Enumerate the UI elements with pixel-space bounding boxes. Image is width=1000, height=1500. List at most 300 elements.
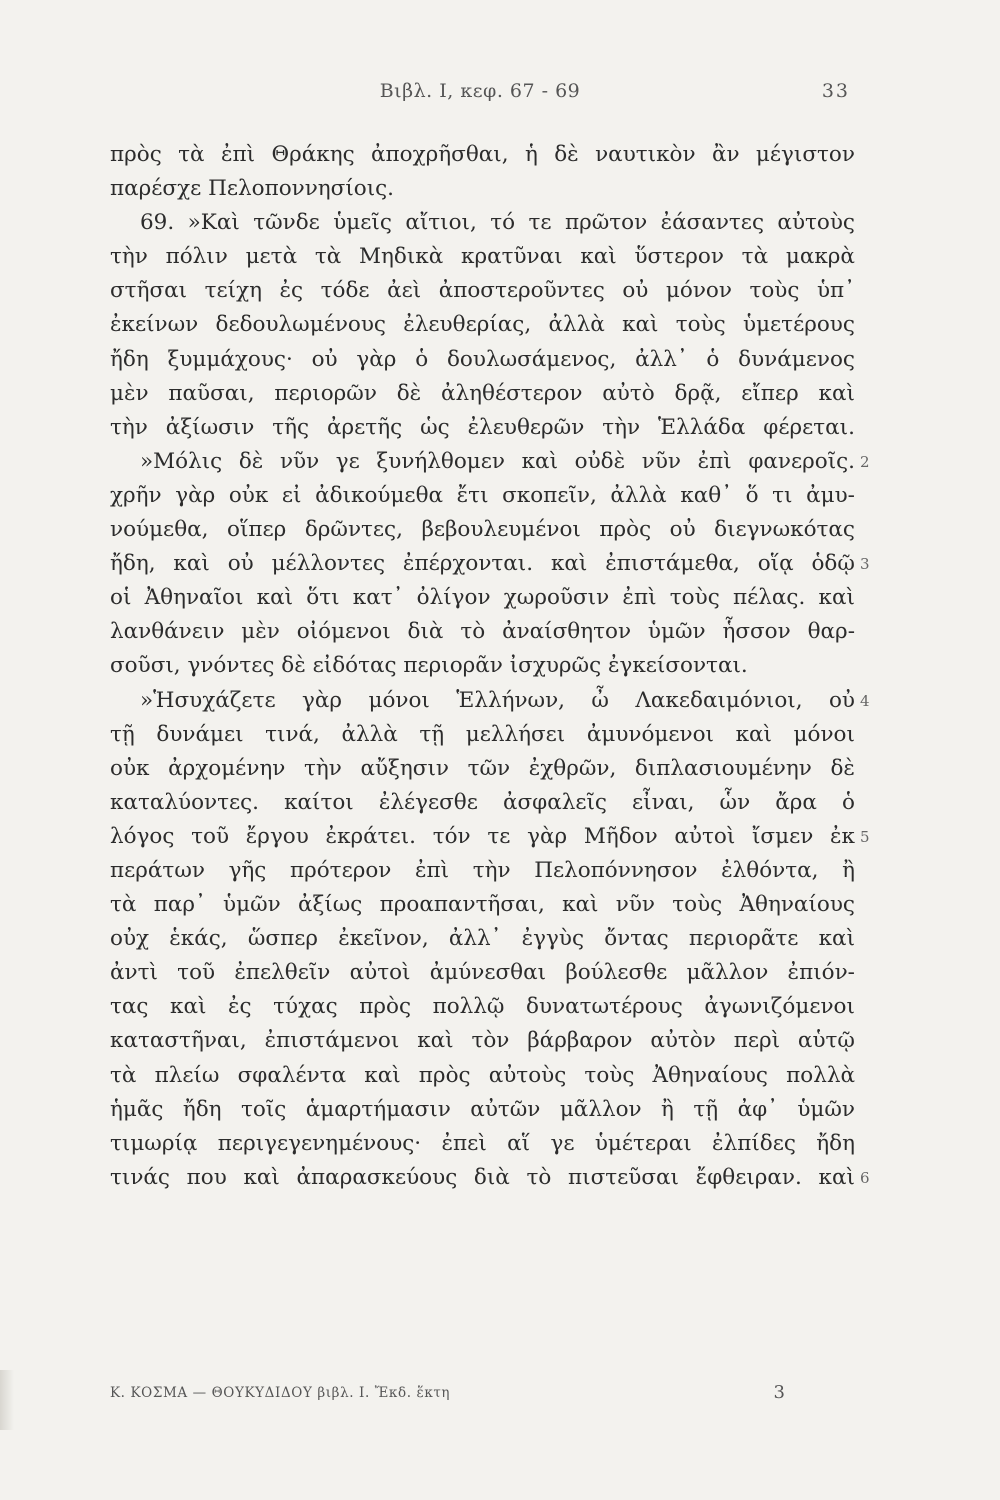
text-line [110,377,855,411]
word: ἤδη [182,1096,222,1122]
word: καὶ [818,585,855,611]
word: τινάς [110,1164,170,1190]
word: τὰ [110,892,137,918]
word: αὐτοὶ [674,823,736,849]
word: ἀναίσθητον [502,619,632,645]
word: ἤδη [110,346,149,372]
word: ἂν [711,142,740,167]
text-line [110,513,855,547]
word: καὶ [173,551,210,577]
word: εἰ [281,482,302,508]
word: οὐ [227,551,254,577]
word: δυνάμενος [738,346,855,372]
section-number: 4 [860,691,870,710]
text-line [110,172,855,206]
text-line [110,1093,855,1127]
word: ἁμαρτήμασιν [305,1096,451,1122]
word: καὶ [818,926,855,952]
word: τὸ [526,1164,552,1190]
word: ὀλίγον [416,585,491,611]
word: οὐ [311,346,338,372]
word: καὶ [521,448,558,474]
word: ὁ [842,789,855,815]
word: ἔργου [245,823,309,849]
word: μακρὰ [785,244,855,270]
word: περιορᾶτε [688,926,799,952]
word: ἐχθρῶν, [528,755,617,781]
word: ὑμῶν [223,892,281,918]
word: τοὺς [669,585,720,611]
word: αὐτοὺς [488,1062,567,1088]
word: καὶ [735,721,772,747]
page-footer [110,1382,855,1415]
word: ὑμετέρους [743,312,855,338]
word: δουλωσάμενος, [446,346,617,372]
text-line [110,240,855,274]
word: οἵᾳ [757,551,794,577]
word: μᾶλλον [686,960,769,986]
word: οἵπερ [227,517,287,543]
word: ἀποστεροῦντες [438,278,605,304]
word: οἰόμενοι [296,619,391,645]
word: μᾶλλον [559,1096,642,1122]
word: ἀξίως [297,892,363,918]
word: ἐγγὺς [521,926,584,952]
word: ἄρα [775,789,817,815]
word: περιγεγενημένους· [217,1130,422,1156]
word: τοὺς [584,1062,635,1088]
word: τῶνδε [253,210,320,236]
word: γε [335,448,360,474]
text-line [110,308,855,342]
word: που [186,1164,227,1190]
word: χρῆν [110,482,162,508]
word: οὐ [828,687,855,713]
word: καὶ [562,892,599,918]
word: προαπαντῆσαι, [379,892,545,918]
word: Ἑλλάδα [658,414,746,440]
word: οὐκ [110,755,150,781]
word: τὰ [178,142,205,167]
word: ἐπιστάμεθα, [605,551,740,577]
word: νῦν [615,892,655,918]
word: ὄντας [604,926,669,952]
word: ἀμυ- [806,482,855,508]
word: οὐκ [228,482,269,508]
word: κατ᾽ [352,585,404,611]
word: δυνάμει [156,721,244,747]
section-number: 5 [860,827,870,846]
word: πρὸς [418,1062,471,1088]
word: ὕστερον [634,244,724,270]
word: ἀφ᾽ [737,1096,778,1122]
word: ἀγωνιζόμενοι [704,994,855,1020]
word: ἐλευθερῶν [467,414,585,440]
text-line [110,752,855,786]
main-text [110,138,870,1195]
word: αὐτῶν [470,1096,541,1122]
word: εἴπερ [741,380,799,406]
word: διεγνωκότας [714,517,855,543]
word: τὴν [303,755,342,781]
word: αἴτιοι, [405,210,477,236]
word: »Ἡσυχάζετε [140,687,276,713]
word: ἀεὶ [387,278,422,304]
word: περάτων [110,857,205,883]
word: ἐπὶ [697,448,732,474]
word: καθ᾽ [680,482,732,508]
word: ἡμᾶς [110,1096,164,1122]
text-line [110,138,855,172]
line-text: σοῦσι, γνόντες δὲ εἰδότας περιορᾶν ἰσχυρῶς ἐγκείσονται. [110,653,748,679]
word: ἐς [227,994,252,1020]
word: εἶναι, [632,789,695,815]
word: τὸ [460,619,486,645]
word: ἀρετῆς [327,414,403,440]
word: περιορῶν [274,380,377,406]
word: ἐπὶ [415,857,450,883]
word: πρὸς [110,142,162,167]
text-line [110,479,855,513]
word: ἀμύνεσθαι [429,960,547,986]
word: τῆς [272,414,310,440]
word: γὰρ [175,482,216,508]
word: τὸν [471,1028,510,1054]
word: γε [550,1130,575,1156]
word: ἀλλὰ [610,482,667,508]
word: τὰ [314,244,342,270]
word: τόδε [320,278,370,304]
word: Λακεδαιμόνιοι, [635,687,803,713]
word: τὰ [741,244,769,270]
word: νῦν [279,448,320,474]
text-line [110,274,855,308]
text-line [110,445,870,479]
word: ὑπ᾽ [816,278,855,304]
word: ἀποχρῆσθαι, [371,142,509,167]
word: παρ᾽ [153,892,206,918]
word: ἐκείνων [110,312,199,338]
text-line [110,990,855,1024]
word: »Μόλις [140,448,223,474]
word: ἐπὶ [622,585,657,611]
word: καὶ [170,994,207,1020]
word: δρῶντες, [304,517,403,543]
word: ἀληθέστερον [440,380,583,406]
word: ὧν [719,789,751,815]
word: διὰ [407,619,444,645]
text-line [110,854,855,888]
word: τῶν [467,755,511,781]
word: αἵ [507,1130,531,1156]
word: Ἀθηναίους [652,1062,768,1088]
word: οὐ [622,278,649,304]
word: καταλύοντες. [110,789,259,815]
word: βεβουλευμένοι [421,517,581,543]
word: τὴν [110,414,148,440]
word: ἔφθειραν. [695,1164,802,1190]
word: ἐπὶ [220,142,256,167]
word: οὐ [669,517,696,543]
word: ἐάσαντες [660,210,764,236]
word: φέρεται. [763,414,855,440]
word: αὐτὸν [650,1028,716,1054]
word: τόν [432,823,471,849]
word: ἀλλ᾽ [448,926,502,952]
line-text: παρέσχε Πελοποννησίοις. [110,176,395,202]
section-number: 6 [860,1168,870,1187]
word: ἐκ [830,823,855,849]
signature-number: 3 [773,1382,785,1403]
word: νῦν [641,448,681,474]
text-line [110,956,855,990]
word: μετὰ [245,244,298,270]
word: ἐλέγεσθε [378,789,478,815]
word: δεδουλωμένους [215,312,386,338]
word: καὶ [417,1028,454,1054]
running-head: Βιβλ. I, κεφ. 67 - 69 [379,80,581,102]
word: ὥσπερ [247,926,318,952]
word: μέλλοντες [271,551,386,577]
text-line [110,1024,855,1058]
word: τοῦ [191,823,230,849]
word: ἀπαρασκεύους [296,1164,458,1190]
word: πλείω [154,1062,220,1088]
word: λανθάνειν [110,619,225,645]
word: δὲ [830,755,855,781]
word: ἐπελθεῖν [234,960,331,986]
word: αὑτῷ [797,1028,855,1054]
word: ὦ [591,687,609,713]
word: Θράκης [271,142,355,167]
word: αὔξησιν [360,755,449,781]
word: βούλεσθε [565,960,668,986]
word: ἀξίωσιν [165,414,255,440]
word: ἐκεῖνον, [338,926,429,952]
word: ἤδη, [110,551,156,577]
word: αὐτοὺς [777,210,855,236]
word: ὁ [415,346,429,372]
word: καίτοι [284,789,354,815]
text-line [110,1127,855,1161]
word: καὶ [818,380,855,406]
word: Ἀθηναῖοι [144,585,244,611]
word: ἧσσον [722,619,791,645]
word: τοῦ [177,960,216,986]
word: καὶ [364,1062,401,1088]
text-line [110,888,855,922]
word: Ἑλλήνων, [456,687,565,713]
word: ἐλθόντα, [721,857,819,883]
word: σκοπεῖν, [502,482,597,508]
word: ἐπιστάμενοι [264,1028,400,1054]
word: μὲν [110,380,149,406]
word: τινά, [265,721,320,747]
word: στῆσαι [110,278,188,304]
text-line [110,1161,870,1195]
word: τὴν [110,244,148,270]
word: γὰρ [527,823,568,849]
word: καὶ [580,244,617,270]
text-line [110,411,855,445]
word: δὲ [554,142,579,167]
word: τι [772,482,793,508]
text-line [110,206,855,240]
word: τὴν [602,414,641,440]
word: τῇ [419,721,445,747]
word: μὲν [241,619,280,645]
text-line [110,820,870,854]
word: ἤδη [816,1130,855,1156]
word: Μῆδον [583,823,658,849]
word: καταστῆναι, [110,1028,247,1054]
text-line [110,581,855,615]
word: ὅτι [306,585,340,611]
word: ἢ [842,857,855,883]
word: ἀσφαλεῖς [502,789,607,815]
text-line [110,343,855,377]
word: ξυμμάχους· [167,346,293,372]
word: βάρβαρον [527,1028,633,1054]
word: παῦσαι, [168,380,255,406]
text-line [110,615,855,649]
word: αὐτὸ [602,380,655,406]
word: οἱ [110,585,132,611]
word: μόνοι [368,687,430,713]
word: περὶ [733,1028,781,1054]
word: ἔτι [456,482,489,508]
page-number: 33 [821,80,850,102]
word: Πελοπόννησον [534,857,698,883]
word: κρατῦναι [461,244,563,270]
word: ἢ [661,1096,674,1122]
word: πολλὰ [786,1062,855,1088]
word: ὑμῶν [647,619,706,645]
word: ὁ [706,346,720,372]
word: πέλας. [732,585,806,611]
word: Ἀθηναίους [739,892,855,918]
word: σφαλέντα [237,1062,347,1088]
section-number: 3 [860,555,870,574]
printer-signature: Κ. ΚΟΣΜΑ — ΘΟΥΚΥΔΙΔΟΥ βιβλ. I. Ἔκδ. ἕκτη [110,1385,451,1401]
word: μόνοι [793,721,855,747]
word: πολλῷ [432,994,505,1020]
word: ἀδικούμεθα [315,482,444,508]
word: καὶ [622,312,659,338]
word: καὶ [550,551,588,577]
word: τό [490,210,516,236]
word: αὐτοὶ [349,960,411,986]
word: τὰ [110,1062,137,1088]
word: ἀμυνόμενοι [586,721,714,747]
word: μόνον [665,278,732,304]
word: νούμεθα, [110,517,209,543]
word: ἀλλὰ [341,721,398,747]
word: τῇ [110,721,135,747]
word: ἀλλὰ [548,312,605,338]
word: ἡ [524,142,538,167]
word: γῆς [228,857,267,883]
word: μελλήσει [465,721,566,747]
word: ἴσμεν [751,823,814,849]
word: οὐδὲ [574,448,626,474]
word: γὰρ [356,346,397,372]
word: ἐκράτει. [325,823,416,849]
word: »Καὶ [187,210,240,236]
word: ὡς [420,414,450,440]
word: ναυτικὸν [595,142,696,167]
word: ξυνήλθομεν [376,448,505,474]
word: τὴν [472,857,511,883]
word: 69. [140,210,175,236]
word: μέγιστον [755,142,855,167]
text-line [110,1059,855,1093]
word: πρὸς [359,994,412,1020]
word: τῇ [693,1096,719,1122]
binding-shadow [0,1370,14,1430]
word: χωροῦσιν [503,585,610,611]
word: ἀλλ᾽ [635,346,688,372]
word: ὑμῶν [797,1096,855,1122]
word: ἐπεὶ [441,1130,487,1156]
text-line [110,649,855,683]
word: ὁδῷ [811,551,855,577]
word: δυνατωτέρους [526,994,683,1020]
word: ἀντὶ [110,960,158,986]
text-line [110,718,855,752]
word: τοὺς [749,278,800,304]
word: δρᾷ, [674,380,722,406]
word: ὑμεῖς [333,210,392,236]
word: οὐχ [110,926,150,952]
word: διὰ [473,1164,510,1190]
word: τε [487,823,511,849]
word: ἐς [279,278,304,304]
word: τείχη [204,278,262,304]
text-line [110,547,870,581]
word: ἑκάς, [169,926,228,952]
word: καὶ [818,1164,855,1190]
word: ἐλπίδες [712,1130,796,1156]
word: τε [528,210,552,236]
word: φανεροῖς. [748,448,855,474]
word: τοὺς [675,312,726,338]
word: δὲ [238,448,264,474]
word: τοὺς [672,892,723,918]
word: δὲ [396,380,422,406]
word: πιστεῦσαι [568,1164,679,1190]
text-line [110,922,855,956]
word: γὰρ [302,687,343,713]
text-line [110,786,855,820]
word: ἐλευθερίας, [403,312,532,338]
page-header [110,80,850,110]
section-number: 2 [860,452,870,471]
word: τιμωρίᾳ [110,1130,198,1156]
word: πρὸς [599,517,652,543]
word: τύχας [273,994,338,1020]
word: διπλασιουμένην [634,755,812,781]
word: λόγος [110,823,175,849]
word: Μηδικὰ [359,244,444,270]
word: τας [110,994,149,1020]
word: καὶ [243,1164,280,1190]
word: ὅ [745,482,759,508]
word: ὑμέτεραι [594,1130,692,1156]
text-line [110,684,870,718]
word: τοῖς [241,1096,287,1122]
word: πόλιν [165,244,228,270]
